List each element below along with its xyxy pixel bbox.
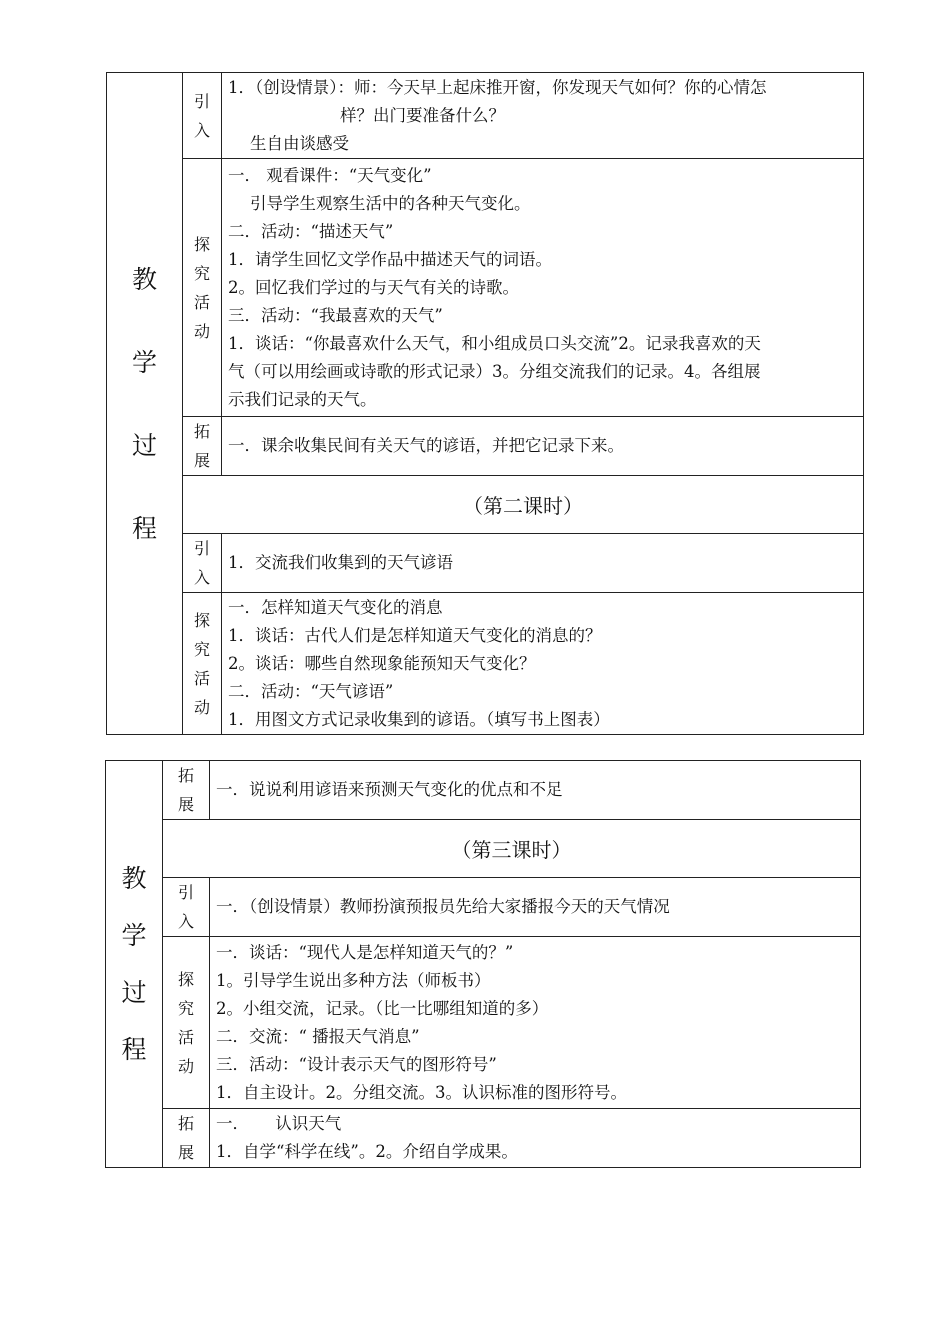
extend-content-3a: 一．说说利用谚语来预测天气变化的优点和不足 (210, 761, 861, 820)
explore-content-3: 一．谈话：“现代人是怎样知道天气的？” 1。引导学生说出多种方法（师板书） 2。小组交流，记录。（比一比哪组知道的多） 二．交流：“ 播报天气消息” 三．活动：“设计表示天气的图形符号” 1．自主设计。2。分组交流。3。认识标准的图形符号。 (210, 937, 861, 1109)
lesson-table-1 (106, 72, 864, 735)
lesson-table-2 (105, 760, 861, 1168)
explore-content-2: 一．怎样知道天气变化的消息 1．谈话：古代人们是怎样知道天气变化的消息的？ 2。谈话：哪些自然现象能预知天气变化？ 二．活动：“天气谚语” 1．用图文方式记录收集到的谚语。（填写书上图表） (222, 593, 864, 735)
explore-content: 一． 观看课件：“天气变化” 引导学生观察生活中的各种天气变化。 二．活动：“描述天气” 1．请学生回忆文学作品中描述天气的词语。 2。回忆我们学过的与天气有关的诗歌。 三．活动：“我最喜欢的天气” 1．谈话：“你最喜欢什么天气，和小组成员口头交流”2。记录我喜欢的天 气（可以用绘画或诗歌的形式记录）3。分组交流我们的记录。4。各组展 示我们记录的天气。 (222, 159, 864, 417)
section-label-explore-3: 探 究 活 动 (163, 937, 210, 1109)
session-2-title: （第二课时） (183, 476, 864, 534)
extend-content-3b: 一． 认识天气 1．自学“科学在线”。2。介绍自学成果。 (210, 1109, 861, 1168)
session-3-title: （第三课时） (163, 820, 861, 878)
intro-content: 1．（创设情景）：师：今天早上起床推开窗，你发现天气如何？你的心情怎 样？出门要准备什么？ 生自由谈感受 (222, 73, 864, 159)
teaching-process-label: 教 学 过 程 (107, 73, 183, 735)
intro-content-2: 1．交流我们收集到的天气谚语 (222, 534, 864, 593)
section-label-intro-3: 引 入 (163, 878, 210, 937)
section-label-extend-3b: 拓 展 (163, 1109, 210, 1168)
section-label-intro-2: 引 入 (183, 534, 222, 593)
section-label-explore-2: 探 究 活 动 (183, 593, 222, 735)
section-label-extend: 拓 展 (183, 417, 222, 476)
teaching-process-label-2: 教 学 过 程 (106, 761, 163, 1168)
section-label-explore: 探 究 活 动 (183, 159, 222, 417)
section-label-intro: 引 入 (183, 73, 222, 159)
extend-content: 一．课余收集民间有关天气的谚语，并把它记录下来。 (222, 417, 864, 476)
intro-content-3: 一．（创设情景）教师扮演预报员先给大家播报今天的天气情况 (210, 878, 861, 937)
section-label-extend-3a: 拓 展 (163, 761, 210, 820)
